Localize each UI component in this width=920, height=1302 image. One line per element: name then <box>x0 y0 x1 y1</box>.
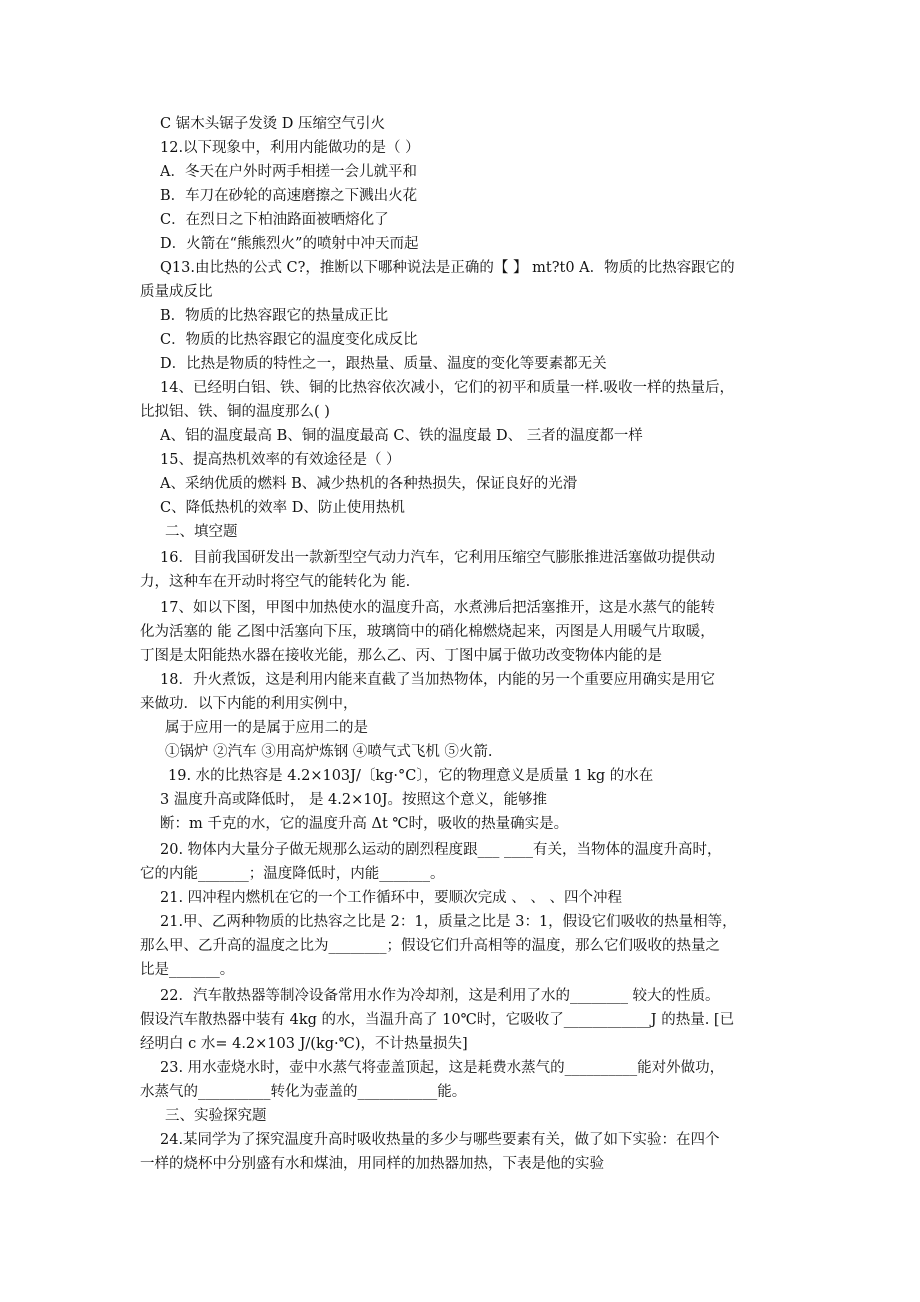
section-heading: 三、实验探究题 <box>165 1108 267 1124</box>
text-line: 水蒸气的__________转化为壶盖的___________能。 <box>140 1084 467 1100</box>
question-23: 23. 用水壶烧水时，壶中水蒸气将壶盖顶起，这是耗费水蒸气的__________能对外做功， <box>160 1060 725 1076</box>
question-17: 17、如以下图，甲图中加热使水的温度升高，水煮沸后把活塞推开，这是水蒸气的能转 <box>160 600 715 616</box>
text-line: 那么甲、乙升高的温度之比为________；假设它们升高相等的温度，那么它们吸收的热量之 <box>140 938 720 954</box>
text-line: 断：m 千克的水，它的温度升高 Δt ℃时，吸收的热量确实是。 <box>160 816 569 832</box>
option-line: C、降低热机的效率 D、防止使用热机 <box>160 500 405 516</box>
text-line: 比拟铝、铁、铜的温度那么( ) <box>140 404 330 420</box>
text-line: 力，这种车在开动时将空气的能转化为 能. <box>140 574 411 590</box>
text-line: 假设汽车散热器中装有 4kg 的水，当温升高了 10℃时，它吸收了____________J 的热量. [已 <box>140 1012 735 1028</box>
option-line: D．比热是物质的特性之一，跟热量、质量、温度的变化等要素都无关 <box>160 356 607 372</box>
option-line: A、铝的温度最高 B、铜的温度最高 C、铁的温度最 D、 三者的温度都一样 <box>160 428 643 444</box>
question-22: 22．汽车散热器等制冷设备常用水作为冷却剂，这是利用了水的________ 较大的性质。 <box>160 988 720 1004</box>
question-24: 24.某同学为了探究温度升高时吸收热量的多少与哪些要素有关，做了如下实验：在四个 <box>160 1132 720 1148</box>
question-14: 14、已经明白铝、铁、铜的比热容依次减小，它们的初平和质量一样.吸收一样的热量后， <box>160 380 735 396</box>
text-line: 质量成反比 <box>140 284 213 300</box>
question-20: 20. 物体内大量分子做无规那么运动的剧烈程度跟___ ____有关，当物体的温度升高时， <box>160 842 722 858</box>
text-line: 化为活塞的 能 乙图中活塞向下压，玻璃筒中的硝化棉燃烧起来，丙图是人用暖气片取暖， <box>140 624 715 640</box>
text-line: 经明白 c 水= 4.2×103 J/(kg·℃)，不计热量损失] <box>140 1036 468 1052</box>
option-line: D．火箭在“熊熊烈火”的喷射中冲天而起 <box>160 236 419 252</box>
text-line: C 锯木头锯子发烫 D 压缩空气引火 <box>160 116 386 132</box>
question-21: 21. 四冲程内燃机在它的一个工作循环中，要顺次完成 、 、 、四个冲程 <box>160 890 622 906</box>
option-line: C．在烈日之下柏油路面被晒熔化了 <box>160 212 389 228</box>
option-line: A、采纳优质的燃料 B、减少热机的各种热损失，保证良好的光滑 <box>160 476 578 492</box>
text-line: 3 温度升高或降低时， 是 4.2×10J。按照这个意义，能够推 <box>160 792 548 808</box>
text-line: 属于应用一的是属于应用二的是 <box>165 720 368 736</box>
option-line: B．物质的比热容跟它的热量成正比 <box>160 308 389 324</box>
text-line: 一样的烧杯中分别盛有水和煤油，用同样的加热器加热，下表是他的实验 <box>140 1156 604 1172</box>
option-line: C．物质的比热容跟它的温度变化成反比 <box>160 332 418 348</box>
text-line: ①锅炉 ②汽车 ③用高炉炼钢 ④喷气式飞机 ⑤火箭. <box>165 744 493 760</box>
question-21b: 21.甲、乙两种物质的比热容之比是 2：1，质量之比是 3：1，假设它们吸收的热量相等， <box>160 914 737 930</box>
question-13: Q13.由比热的公式 C?，推断以下哪种说法是正确的【 】 mt?t0 A．物质的比热容跟它的 <box>160 260 735 276</box>
question-15: 15、提高热机效率的有效途径是（ ） <box>160 452 401 468</box>
text-line: 比是_______。 <box>140 962 235 978</box>
question-16: 16．目前我国研发出一款新型空气动力汽车，它利用压缩空气膨胀推进活塞做功提供动 <box>160 550 715 566</box>
option-line: B．车刀在砂轮的高速磨擦之下溅出火花 <box>160 188 418 204</box>
text-line: 丁图是太阳能热水器在接收光能，那么乙、丙、丁图中属于做功改变物体内能的是 <box>140 648 662 664</box>
question-12: 12.以下现象中，利用内能做功的是（ ） <box>160 140 420 156</box>
text-line: 来做功．以下内能的利用实例中， <box>140 696 358 712</box>
section-heading: 二、填空题 <box>165 524 238 540</box>
question-18: 18．升火煮饭，这是利用内能来直截了当加热物体，内能的另一个重要应用确实是用它 <box>160 672 715 688</box>
text-line: 它的内能_______；温度降低时，内能_______。 <box>140 866 445 882</box>
option-line: A．冬天在户外时两手相搓一会儿就平和 <box>160 164 417 180</box>
question-19: 19. 水的比热容是 4.2×103J/〔kg·°C〕，它的物理意义是质量 1 kg 的水在 <box>168 768 654 784</box>
